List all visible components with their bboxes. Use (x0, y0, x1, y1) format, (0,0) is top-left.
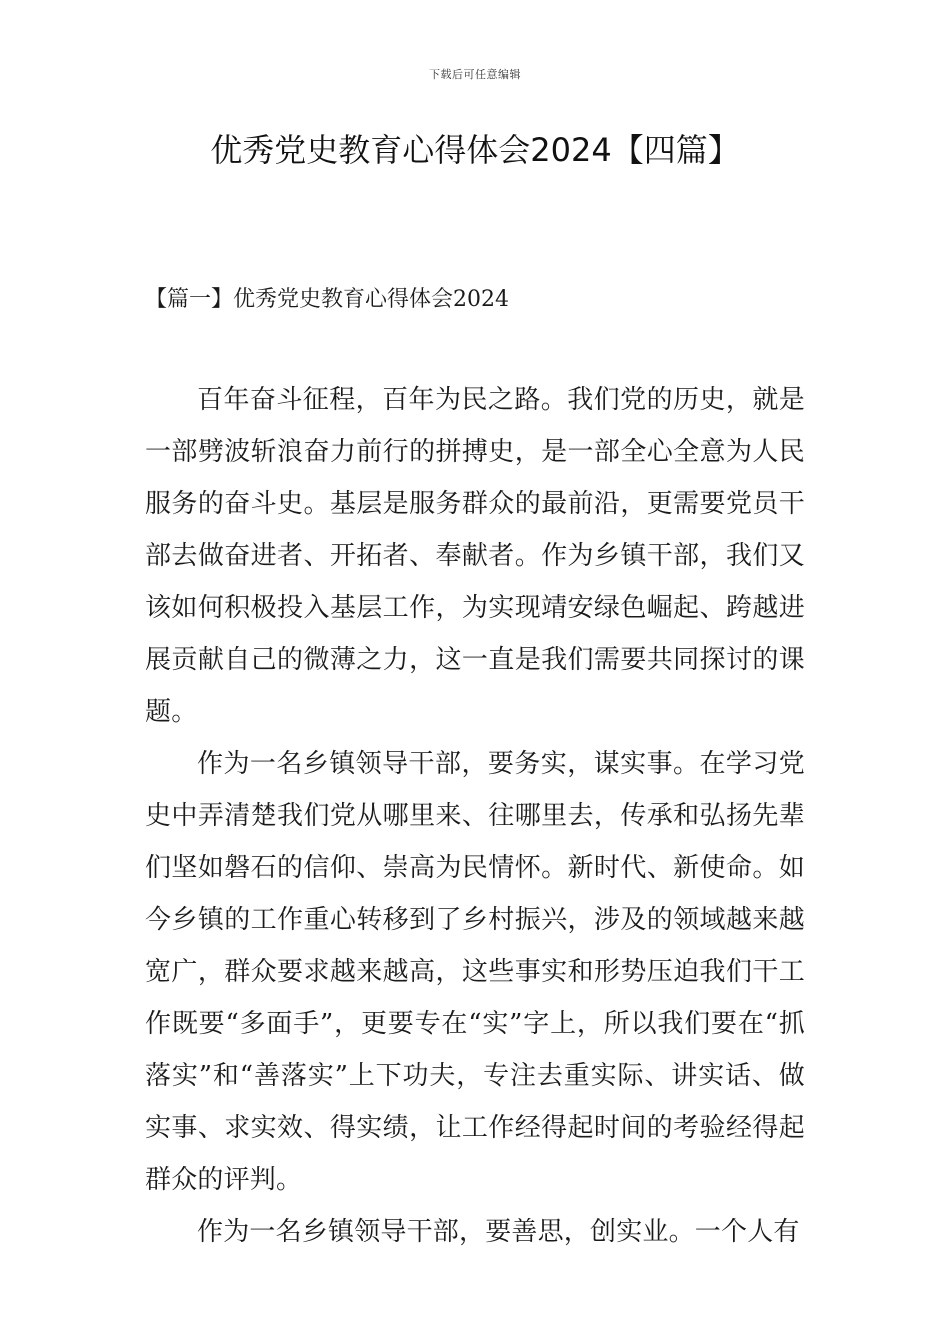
paragraph: 作为一名乡镇领导干部，要善思，创实业。一个人有 (197, 1217, 800, 1247)
header-note: 下载后可任意编辑 (429, 68, 521, 81)
section-heading: 【篇一】优秀党史教育心得体会2024 (145, 287, 509, 312)
document-title: 优秀党史教育心得体会2024【四篇】 (210, 131, 740, 169)
paragraph: 百年奋斗征程，百年为民之路。我们党的历史，就是一部劈波斩浪奋力前行的拼搏史，是一部全心全意为人民服务的奋斗史。基层是服务群众的最前沿，更需要党员干部去做奋进者、开拓者、奉献者。作为乡镇干部，我们又该如何积极投入基层工作，为实现靖安绿色崛起、跨越进展贡献自己的微薄之力，这一直是我们需要共同探讨的课题。 (145, 385, 805, 727)
paragraph: 作为一名乡镇领导干部，要务实，谋实事。在学习党史中弄清楚我们党从哪里来、往哪里去，传承和弘扬先辈们坚如磐石的信仰、崇高为民情怀。新时代、新使命。如今乡镇的工作重心转移到了乡村振兴，涉及的领域越来越宽广，群众要求越来越高，这些事实和形势压迫我们干工作既要“多面手”，更要专在“实”字上，所以我们要在“抓落实”和“善落实”上下功夫，专注去重实际、讲实话、做实事、求实效、得实绩，让工作经得起时间的考验经得起群众的评判。 (145, 749, 805, 1195)
document-body (145, 374, 805, 1258)
